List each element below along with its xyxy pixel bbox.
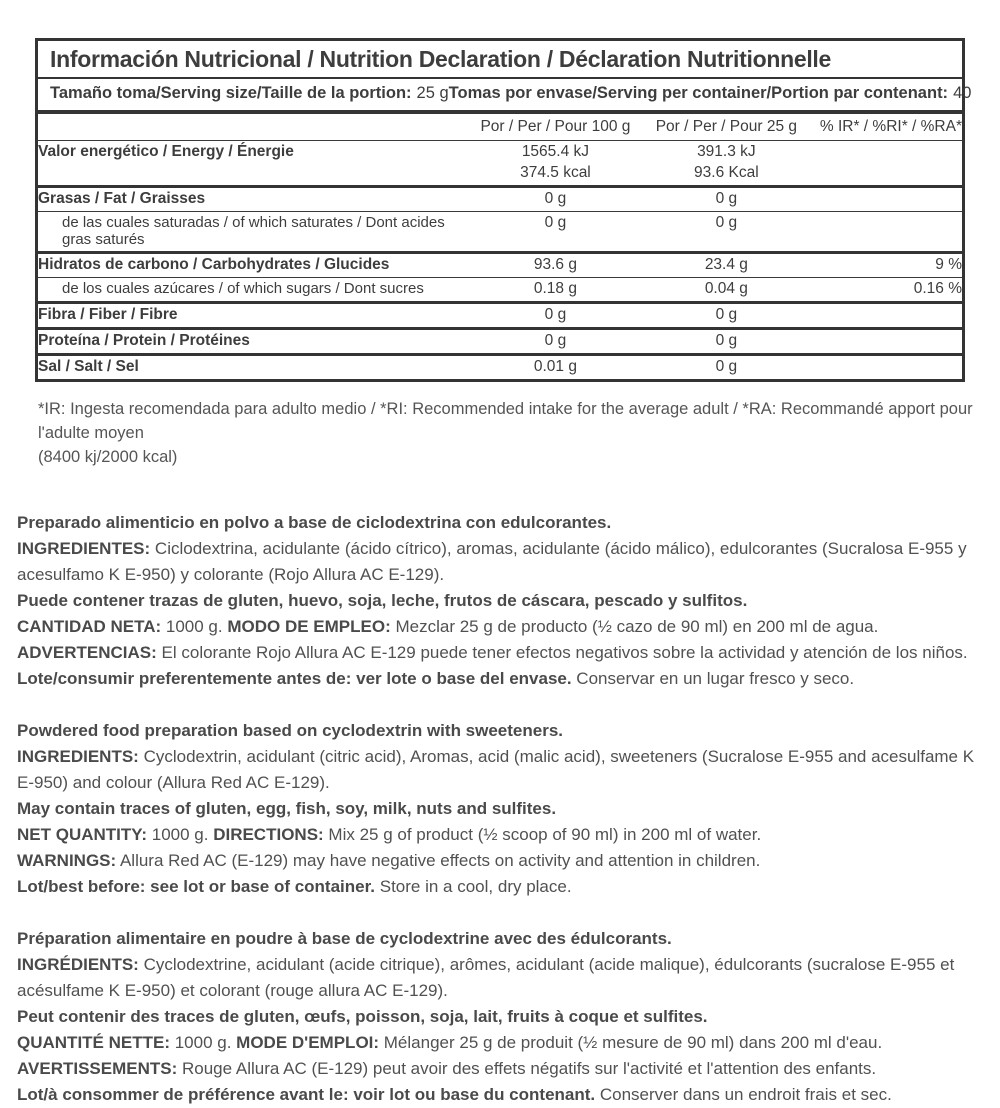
footnote-line-1: *IR: Ingesta recomendada para adulto medio / *RI: Recommended intake for the average adult / *RA: Recommandé apport pour l'adulte moyen [38,400,973,442]
en-description: Powdered food preparation based on cyclodextrin with sweeteners. [17,721,564,740]
value-pct [805,212,962,253]
fr-lot-storage: Lot/à consommer de préférence avant le: voir lot ou base du contenant. Conserver dans un endroit frais et sec. [17,1085,892,1104]
table-row-energy [38,141,962,187]
table-title: Información Nutricional / Nutrition Declaration / Déclaration Nutritionnelle [38,41,962,79]
serving-size-value: 25 g [416,84,449,102]
value-pct [805,355,962,380]
value-pct: 9 % [805,253,962,278]
value-per25: 0 g [648,187,805,212]
value-per25: 0.04 g [648,278,805,303]
value-per25: 0 g [648,329,805,355]
value-per100: 0 g [463,212,648,253]
value-pct [805,187,962,212]
en-allergens: May contain traces of gluten, egg, fish, soy, milk, nuts and sulfites. [17,799,557,818]
serving-size [50,84,449,103]
es-warnings: ADVERTENCIAS: El colorante Rojo Allura AC E-129 puede tener efectos negativos sobre la actividad y atención de los niños. [17,643,968,662]
value-per100: 0 g [463,187,648,212]
table-row-protein [38,329,962,355]
column-header-per100: Por / Per / Pour 100 g [463,114,648,141]
row-label: Grasas / Fat / Graisses [38,187,463,212]
table-row-carbohydrates [38,253,962,278]
row-label: Hidratos de carbono / Carbohydrates / Glucides [38,253,463,278]
section-spanish [17,510,985,692]
column-header-per25: Por / Per / Pour 25 g [648,114,805,141]
section-french [17,926,985,1108]
table-row-sugars [38,278,962,303]
value-per25: 0 g [648,212,805,253]
es-description: Preparado alimenticio en polvo a base de ciclodextrina con edulcorantes. [17,513,612,532]
fr-ingredients: INGRÉDIENTS: Cyclodextrine, acidulant (acide citrique), arômes, acidulant (acide malique), édulcorants (sucralose E-955 et acésulfame K E-950) et colorant (rouge allura AC E-129). [17,955,955,1000]
fr-warnings: AVERTISSEMENTS: Rouge Allura AC (E-129) peut avoir des effets négatifs sur l'activité et l'attention des enfants. [17,1059,877,1078]
es-lot-storage: Lote/consumir preferentemente antes de: ver lote o base del envase. Conservar en un lugar fresco y seco. [17,669,855,688]
row-label: Fibra / Fiber / Fibre [38,303,463,329]
table-row-fiber [38,303,962,329]
servings-per-container [449,84,972,103]
value-per25-kcal: 93.6 Kcal [694,164,759,181]
column-header-pct: % IR* / %RI* / %RA* [805,114,962,141]
value-pct [805,141,962,187]
row-label: Sal / Salt / Sel [38,358,139,375]
value-pct: 0.16 % [805,278,962,303]
table-row-salt [38,355,962,380]
table-row-saturates [38,212,962,253]
value-per100: 0.01 g [533,358,577,375]
value-per100: 0 g [463,329,648,355]
value-pct [805,329,962,355]
value-per25-kj: 391.3 kJ [697,143,756,160]
value-per25: 23.4 g [648,253,805,278]
row-label: Valor energético / Energy / Énergie [38,141,463,187]
en-quantity-directions: NET QUANTITY: 1000 g. DIRECTIONS: Mix 25 g of product (½ scoop of 90 ml) in 200 ml of water. [17,825,762,844]
en-lot-storage: Lot/best before: see lot or base of container. Store in a cool, dry place. [17,877,572,896]
column-header-row [38,114,962,141]
value-per100: 0.18 g [463,278,648,303]
es-quantity-directions: CANTIDAD NETA: 1000 g. MODO DE EMPLEO: Mezclar 25 g de producto (½ cazo de 90 ml) en 200 ml de agua. [17,617,879,636]
serving-row [38,79,972,114]
row-label: de los cuales azúcares / of which sugars / Dont sucres [38,278,463,303]
value-per100-kcal: 374.5 kcal [520,164,591,181]
serving-size-label: Tamaño toma/Serving size/Taille de la portion: [50,84,412,102]
value-per100: 93.6 g [463,253,648,278]
footnote-line-2: (8400 kj/2000 kcal) [38,448,178,466]
section-english [17,718,985,900]
fr-description: Préparation alimentaire en poudre à base de cyclodextrine avec des édulcorants. [17,929,672,948]
value-per100: 0 g [463,303,648,329]
reference-intake-footnote [38,397,988,469]
servings-per-container-value: 40 [953,84,972,102]
ingredient-sections [17,510,985,1108]
value-per25: 0 g [648,303,805,329]
nutrition-table [35,38,972,382]
table-row-fat [38,187,962,212]
es-ingredients: INGREDIENTES: Ciclodextrina, acidulante (ácido cítrico), aromas, acidulante (ácido málico), edulcorantes (Sucralosa E-955 y acesulfamo K E-950) y colorante (Rojo Allura AC E-129). [17,539,967,584]
row-label: Proteína / Protein / Protéines [38,329,463,355]
nutrition-values-table [38,114,962,379]
en-ingredients: INGREDIENTS: Cyclodextrin, acidulant (citric acid), Aromas, acid (malic acid), sweeteners (Sucralose E-955 and acesulfame K E-950) and colour (Allura Red AC E-129). [17,747,975,792]
value-per100-kj: 1565.4 kJ [521,143,590,160]
value-pct [805,303,962,329]
es-allergens: Puede contener trazas de gluten, huevo, soja, leche, frutos de cáscara, pescado y sulfitos. [17,591,748,610]
fr-quantity-directions: QUANTITÉ NETTE: 1000 g. MODE D'EMPLOI: Mélanger 25 g de produit (½ mesure de 90 ml) dans 200 ml d'eau. [17,1033,883,1052]
servings-per-container-label: Tomas por envase/Serving per container/Portion par contenant: [448,84,949,102]
value-per25: 0 g [715,358,738,375]
fr-allergens: Peut contenir des traces de gluten, œufs, poisson, soja, lait, fruits à coque et sulfites. [17,1007,708,1026]
en-warnings: WARNINGS: Allura Red AC (E-129) may have negative effects on activity and attention in children. [17,851,761,870]
row-label: de las cuales saturadas / of which saturates / Dont acides gras saturés [38,212,463,253]
